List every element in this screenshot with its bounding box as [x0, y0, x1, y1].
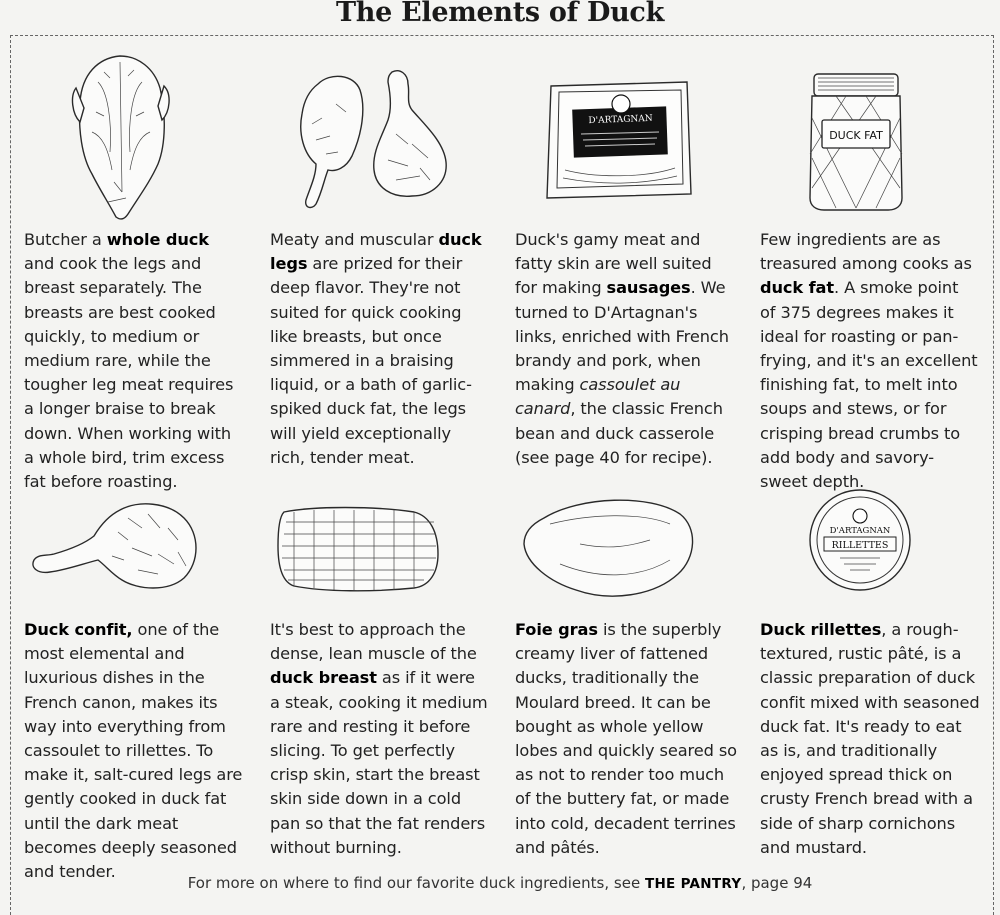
duck-legs-term: duck legs — [270, 230, 482, 274]
package-brand: D'ARTAGNAN — [588, 113, 653, 127]
duck-confit-term: Duck confit, — [24, 620, 133, 639]
duck-rillettes-term: Duck rillettes — [760, 620, 882, 639]
duck-legs-illustration — [296, 64, 456, 214]
footer-note: For more on where to find our favorite duck ingredients, see THE PANTRY, page 94 — [187, 874, 813, 892]
foie-gras-term: Foie gras — [515, 620, 598, 639]
duck-fat-jar-illustration — [806, 68, 906, 213]
duck-breast-illustration — [274, 502, 444, 594]
duck-confit-text: Duck confit, one of the most elemental and luxurious dishes in the French canon, makes its way into everything from cassoulet to rillettes. To make it, salt-cured legs are gently cooked in duck fat until the dark meat becomes deeply seasoned and tender. — [24, 620, 243, 882]
whole-duck-illustration — [68, 52, 173, 222]
tin-brand: D'ARTAGNAN — [829, 526, 891, 536]
tin-label: RILLETTES — [831, 540, 889, 551]
whole-duck-text: Butcher a whole duck and cook the legs and breast separately. The breasts are best cooked quickly, to medium or medium rare, while the tougher leg meat requires a longer braise to break down. When working with a whole bird, trim excess fat before roasting. — [24, 230, 234, 492]
rillettes-tin-illustration — [806, 486, 914, 594]
pantry-reference: THE PANTRY — [644, 876, 742, 892]
whole-duck-term: whole duck — [106, 230, 209, 249]
duck-confit-illustration — [28, 498, 203, 593]
foie-gras-illustration — [520, 494, 700, 604]
duck-rillettes-text: Duck rillettes, a rough-textured, rustic pâté, is a classic preparation of duck confit mixed with seasoned duck fat. It's ready to eat as is, and traditionally enjoyed spread thick on crusty French bread with a side of sharp cornichons and mustard. — [760, 620, 980, 857]
duck-legs-text: Meaty and muscular duck legs are prized for their deep flavor. They're not suited for quick cooking like breasts, but once simmered in a braising liquid, or a bath of garlic-spiked duck fat, the legs will yield exceptionally rich, tender meat. — [270, 230, 482, 467]
sausages-text: Duck's gamy meat and fatty skin are well suited for making sausages. We turned to D'Artagnan's links, enriched with French brandy and pork, when making cassoulet au canard, the classic French bean and duck casserole (see page 40 for recipe). — [515, 230, 729, 467]
sausages-term: sausages — [606, 278, 691, 298]
duck-breast-text: It's best to approach the dense, lean muscle of the duck breast as if it were a steak, cooking it medium rare and resting it before slicing. To get perfectly crisp skin, start the breast skin side down in a cold pan so that the fat renders without burning. — [270, 620, 488, 857]
duck-breast-term: duck breast — [270, 668, 377, 688]
foie-gras-text: Foie gras is the superbly creamy liver of fattened ducks, traditionally the Moulard breed. It can be bought as whole yellow lobes and quickly seared so as not to render too much of the buttery fat, or made into cold, decadent terrines and pâtés. — [515, 620, 737, 857]
jar-label: DUCK FAT — [829, 129, 883, 142]
sausage-package-illustration — [545, 78, 695, 203]
page-title: The Elements of Duck — [336, 0, 664, 28]
duck-fat-term: duck fat — [760, 278, 835, 298]
duck-fat-text: Few ingredients are as treasured among cooks as duck fat. A smoke point of 375 degrees makes it ideal for roasting or pan-frying, and it's an excellent finishing fat, to melt into soups and stews, or for crisping bread crumbs to add body and savory-sweet depth. — [760, 230, 978, 492]
